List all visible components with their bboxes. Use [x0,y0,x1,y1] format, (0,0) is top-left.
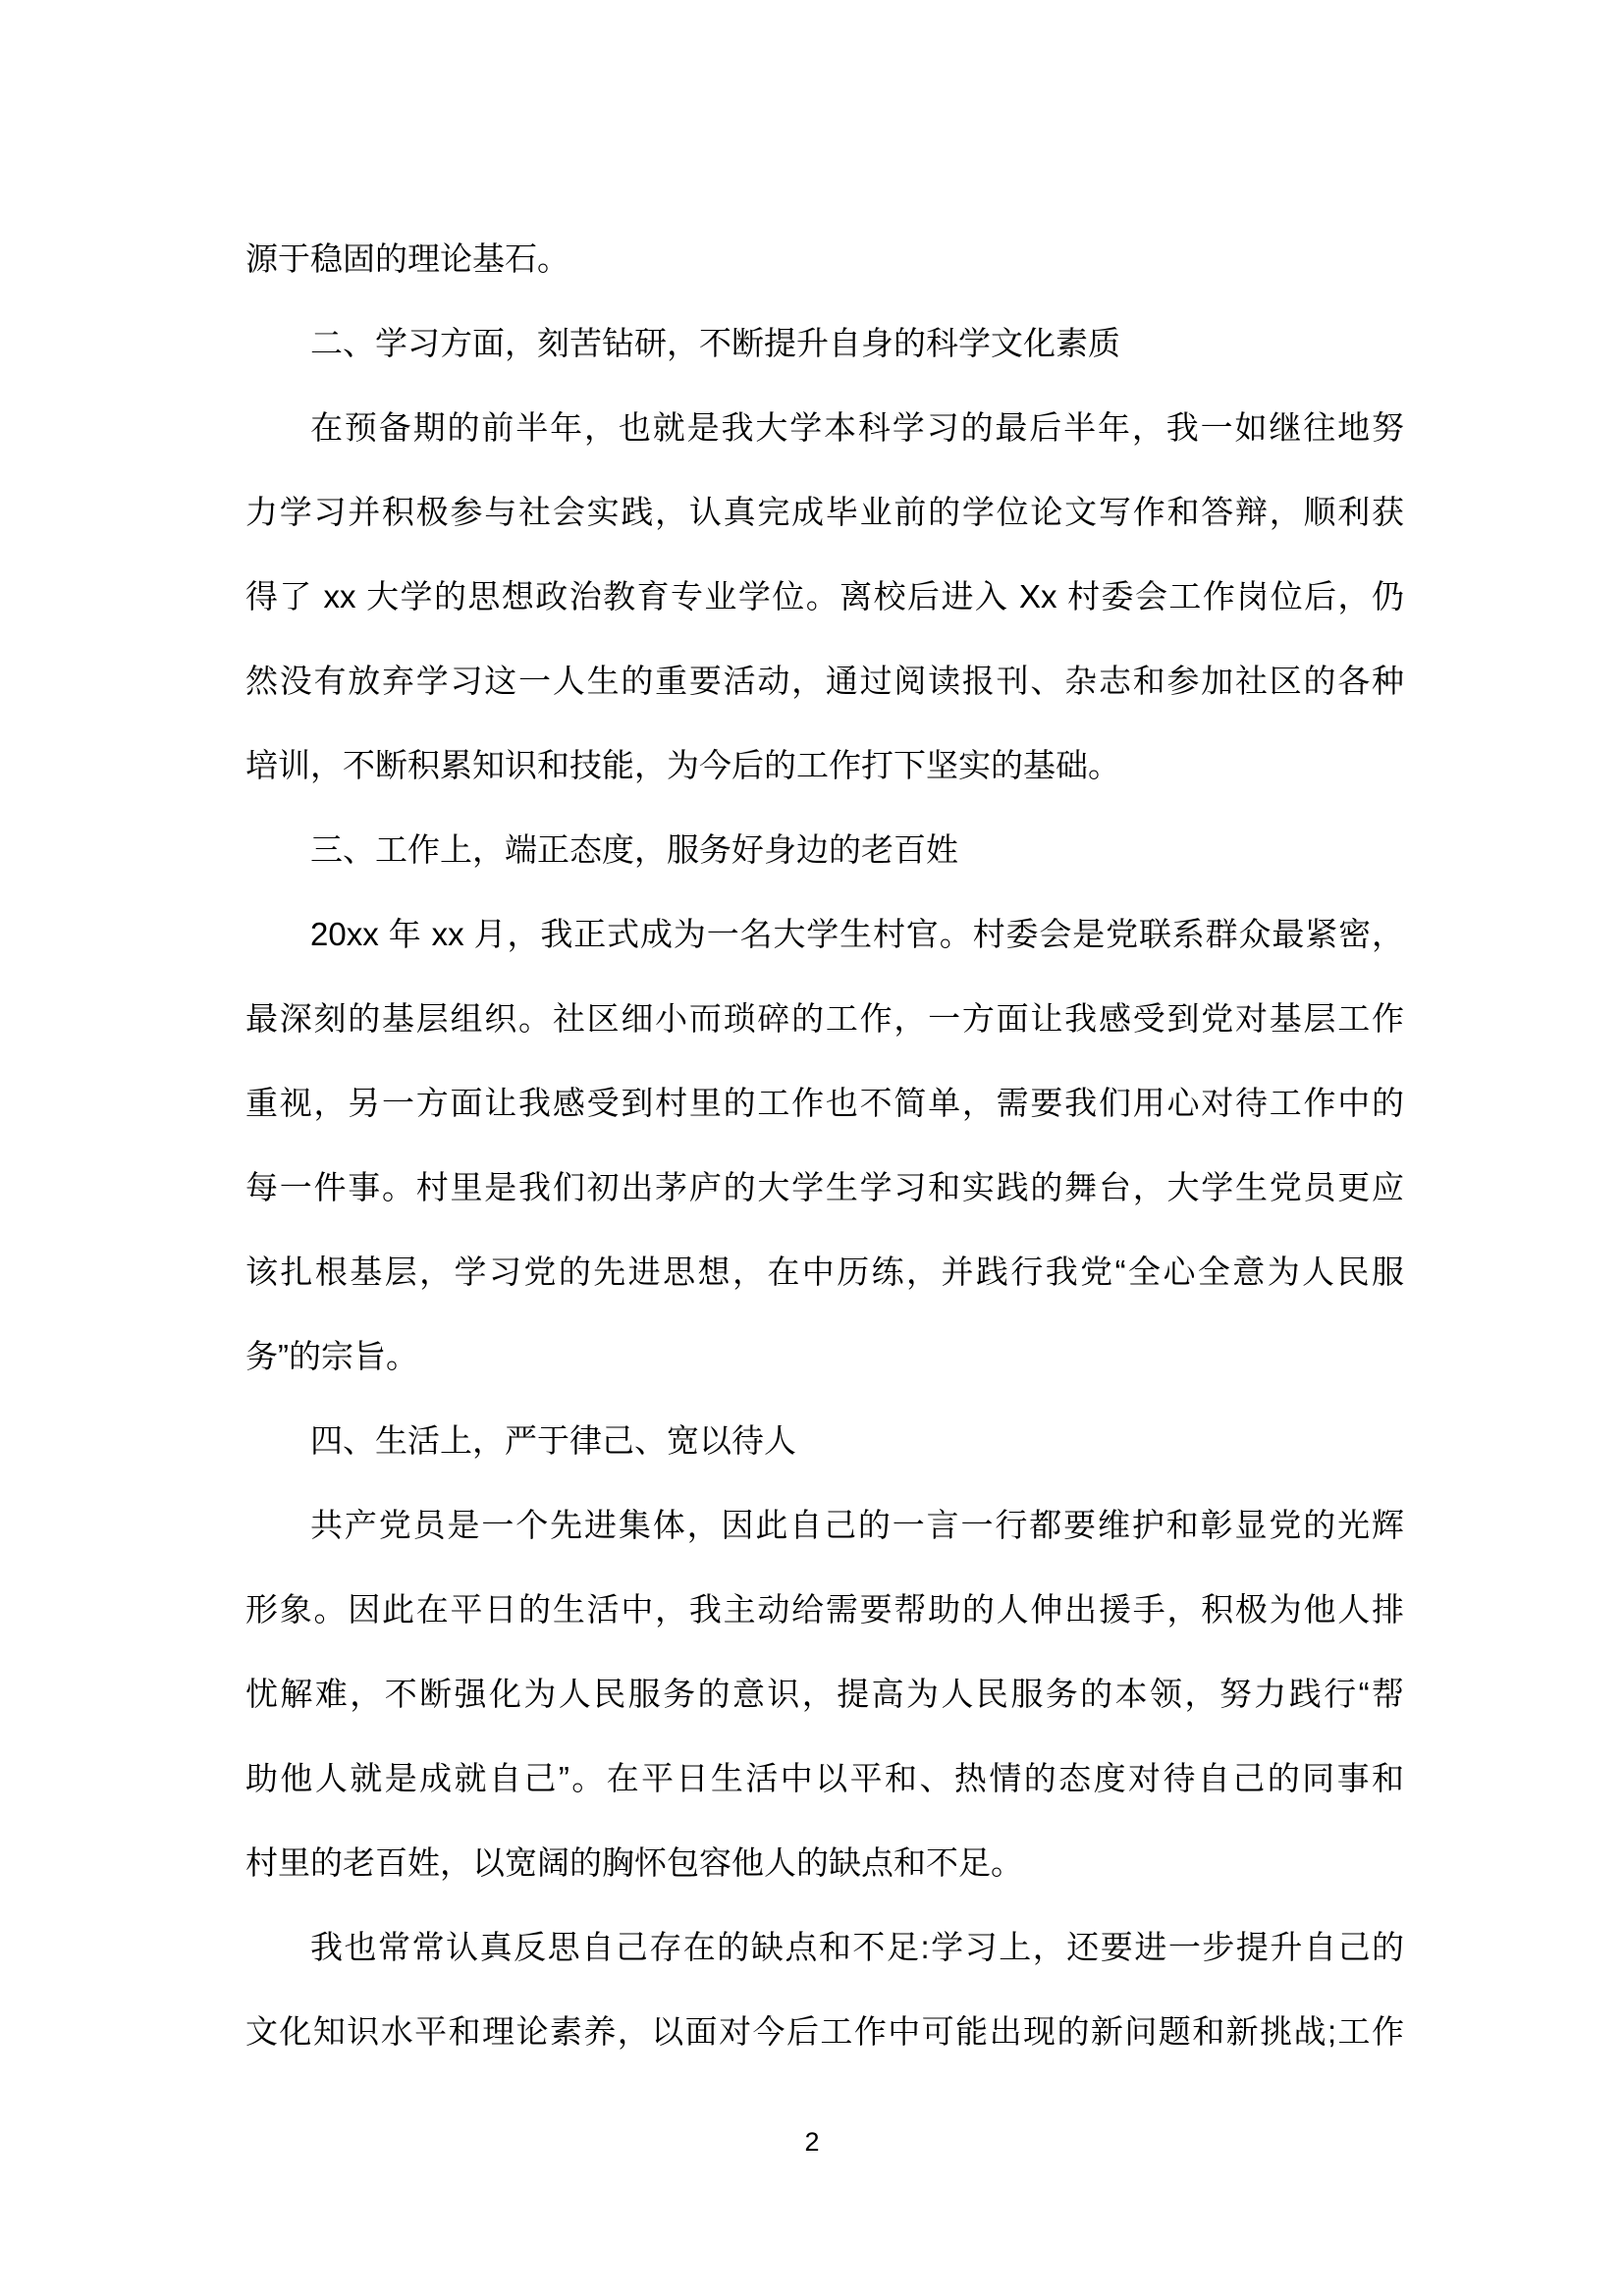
text-line: 源于稳固的理论基石。 [245,240,569,277]
text-line: 二、学习方面，刻苦钻研，不断提升自身的科学文化素质 [310,325,1120,361]
text-line: 三、工作上，端正态度，服务好身边的老百姓 [310,831,958,868]
text-line: 助他人就是成就自己”。在平日生活中以平和、热情的态度对待自己的同事和 [245,1760,1404,1796]
text-line: 忧解难，不断强化为人民服务的意识，提高为人民服务的本领，努力践行“帮 [245,1676,1404,1712]
text-line: 文化知识水平和理论素养，以面对今后工作中可能出现的新问题和新挑战;工作 [245,2013,1404,2050]
text-line: 共产党员是一个先进集体，因此自己的一言一行都要维护和彰显党的光辉 [310,1507,1404,1543]
text-line: 形象。因此在平日的生活中，我主动给需要帮助的人伸出援手，积极为他人排 [245,1591,1404,1628]
text-line: 该扎根基层，学习党的先进思想，在中历练，并践行我党“全心全意为人民服 [245,1254,1404,1290]
text-line: 务”的宗旨。 [245,1338,418,1374]
text-line: 得了 xx 大学的思想政治教育专业学位。离校后进入 Xx 村委会工作岗位后，仍 [245,578,1404,614]
text-line: 村里的老百姓，以宽阔的胸怀包容他人的缺点和不足。 [245,1844,1023,1881]
text-line: 最深刻的基层组织。社区细小而琐碎的工作，一方面让我感受到党对基层工作 [245,1000,1404,1037]
text-line: 我也常常认真反思自己存在的缺点和不足:学习上，还要进一步提升自己的 [310,1929,1404,1965]
text-line: 每一件事。村里是我们初出茅庐的大学生学习和实践的舞台，大学生党员更应 [245,1169,1404,1205]
text-line: 力学习并积极参与社会实践，认真完成毕业前的学位论文写作和答辩，顺利获 [245,494,1404,530]
document-body [245,217,1404,2074]
text-line: 20xx 年 xx 月，我正式成为一名大学生村官。村委会是党联系群众最紧密， [310,916,1404,952]
text-line: 然没有放弃学习这一人生的重要活动，通过阅读报刊、杂志和参加社区的各种 [245,663,1404,699]
text-line: 在预备期的前半年，也就是我大学本科学习的最后半年，我一如继往地努 [310,409,1404,446]
text-line: 培训，不断积累知识和技能，为今后的工作打下坚实的基础。 [245,747,1120,783]
page-number: 2 [804,2127,820,2157]
text-line: 四、生活上，严于律己、宽以待人 [310,1422,796,1459]
text-line: 重视，另一方面让我感受到村里的工作也不简单，需要我们用心对待工作中的 [245,1085,1404,1121]
